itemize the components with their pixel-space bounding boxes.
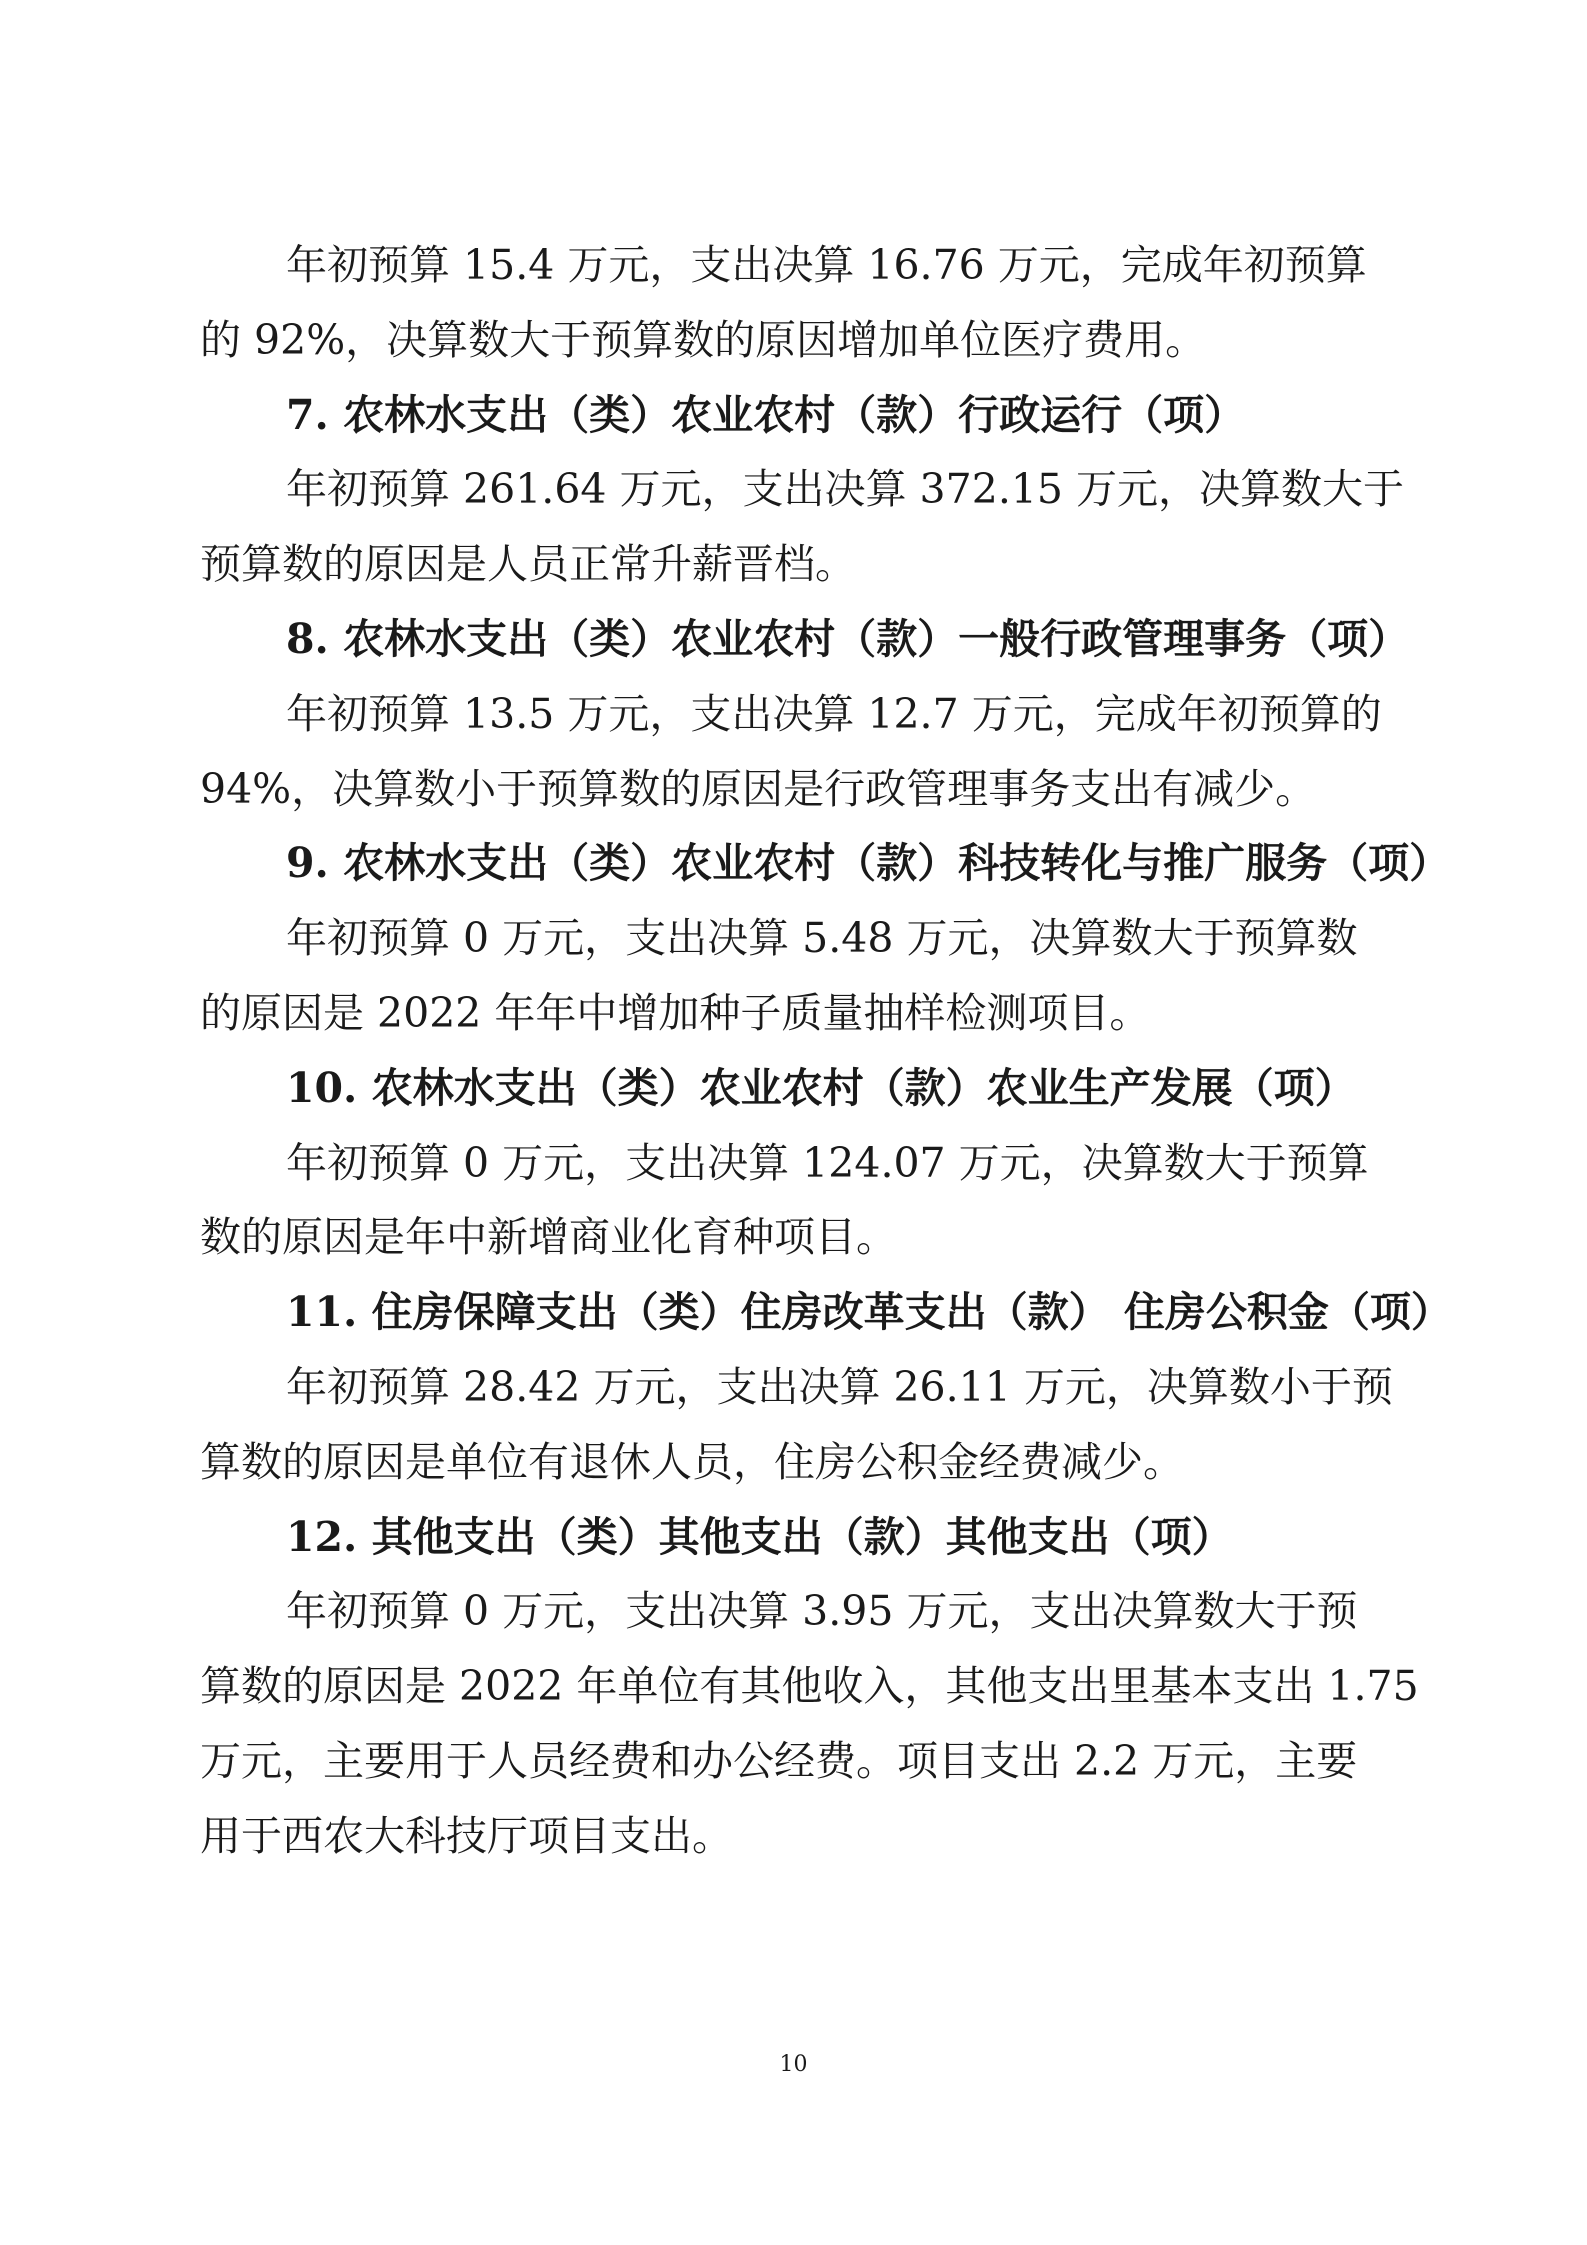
paragraph-line: 万元，主要用于人员经费和办公经费。项目支出 2.2 万元，主要 [200,1736,1358,1785]
section-heading: 12. 其他支出（类）其他支出（款）其他支出（项） [286,1512,1233,1561]
paragraph-line: 数的原因是年中新增商业化育种项目。 [200,1213,897,1262]
paragraph-line: 预算数的原因是人员正常升薪晋档。 [200,540,856,589]
paragraph-line: 年初预算 13.5 万元，支出决算 12.7 万元，完成年初预算的 [286,689,1382,738]
section-heading: 10. 农林水支出（类）农业农村（款）农业生产发展（项） [286,1063,1356,1112]
paragraph-line: 年初预算 15.4 万元，支出决算 16.76 万元，完成年初预算 [286,241,1367,289]
section-heading: 11. 住房保障支出（类）住房改革支出（款） 住房公积金（项） [286,1288,1452,1337]
section-heading: 9. 农林水支出（类）农业农村（款）科技转化与推广服务（项） [286,839,1451,888]
paragraph-line: 年初预算 0 万元，支出决算 124.07 万元，决算数大于预算 [286,1138,1369,1187]
paragraph-line: 年初预算 28.42 万元，支出决算 26.11 万元，决算数小于预 [286,1362,1393,1411]
page-number: 10 [779,2052,808,2077]
paragraph-line: 年初预算 0 万元，支出决算 5.48 万元，决算数大于预算数 [286,914,1358,963]
paragraph-line: 算数的原因是 2022 年单位有其他收入，其他支出里基本支出 1.75 [200,1662,1419,1711]
paragraph-line: 94%，决算数小于预算数的原因是行政管理事务支出有减少。 [200,764,1317,813]
paragraph-line: 的原因是 2022 年年中增加种子质量抽样检测项目。 [200,988,1151,1037]
paragraph-line: 的 92%，决算数大于预算数的原因增加单位医疗费用。 [200,315,1207,364]
section-heading: 8. 农林水支出（类）农业农村（款）一般行政管理事务（项） [286,614,1410,663]
document-body [200,228,1452,1874]
paragraph-line: 年初预算 0 万元，支出决算 3.95 万元，支出决算数大于预 [286,1587,1358,1636]
paragraph-line: 用于西农大科技厅项目支出。 [200,1811,733,1860]
paragraph-line: 算数的原因是单位有退休人员，住房公积金经费减少。 [200,1437,1184,1486]
section-heading: 7. 农林水支出（类）农业农村（款）行政运行（项） [286,390,1246,439]
paragraph-line: 年初预算 261.64 万元，支出决算 372.15 万元，决算数大于 [286,465,1405,514]
